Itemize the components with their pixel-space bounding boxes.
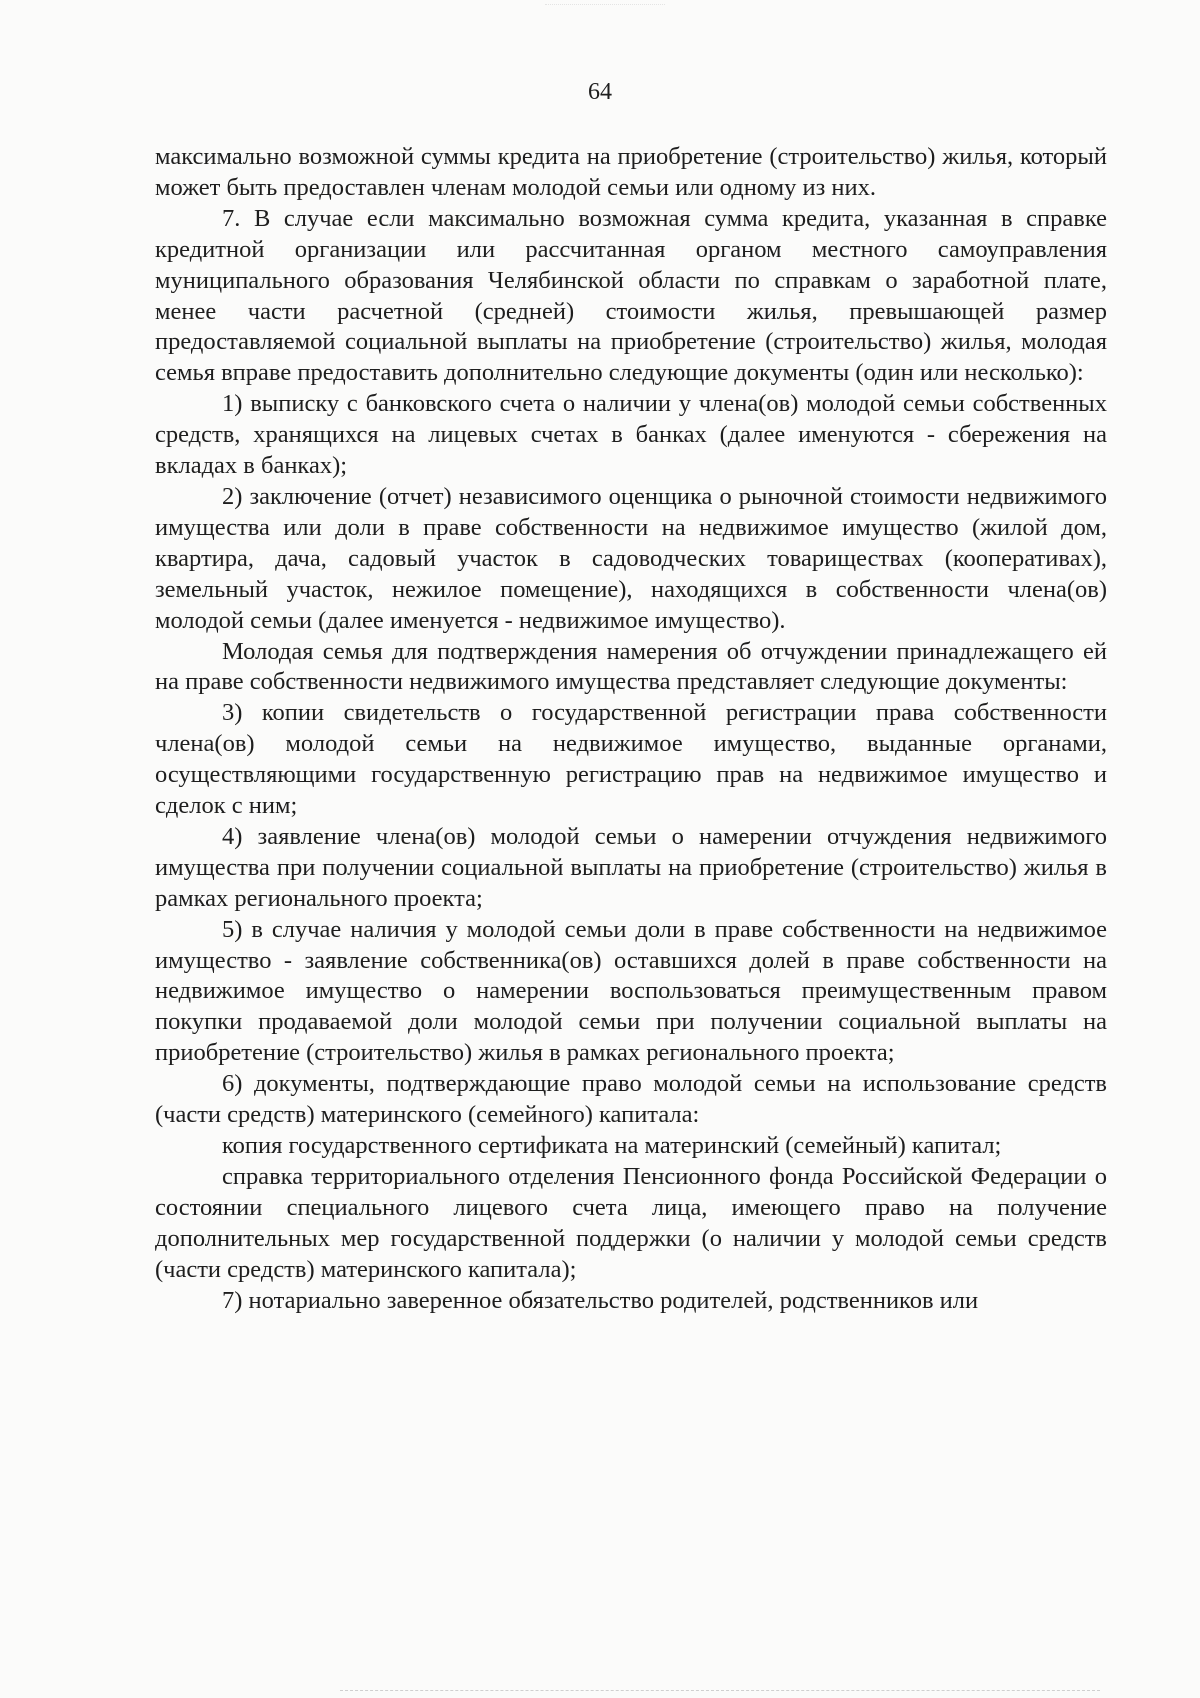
scan-artifact <box>545 4 665 11</box>
paragraph: копия государственного сертификата на материнский (семейный) капитал; <box>222 1132 1002 1159</box>
paragraph: 1) выписку с банковского счета о наличии у члена(ов) молодой семьи собственных средств, хранящихся на лицевых счетах в банках (далее именуются - сбережения на вкладах в банках); <box>155 390 1107 480</box>
paragraph: 7) нотариально заверенное обязательство родителей, родственников или <box>222 1286 979 1314</box>
paragraph: максимально возможной суммы кредита на приобретение (строительство) жилья, который может быть предоставлен членам молодой семьи или одному из них. <box>155 143 1107 201</box>
paragraph: 3) копии свидетельств о государственной регистрации права собственности члена(ов) молодой семьи на недвижимое имущество, выданные органами, осуществляющими государственную регистрацию прав на недвижимое имущество и сделок с ним; <box>155 699 1107 820</box>
paragraph: Молодая семья для подтверждения намерения об отчуждении принадлежащего ей на праве собственности недвижимого имущества представляет следующие документы: <box>155 637 1107 696</box>
document-body <box>155 142 1107 1316</box>
page-number: 64 <box>588 79 612 105</box>
paragraph: 2) заключение (отчет) независимого оценщика о рыночной стоимости недвижимого имущества или доли в праве собственности на недвижимое имущество (жилой дом, квартира, дача, садовый участок в садоводческих товариществах (кооперативах), земельный участок, нежилое помещение), находящихся в собственности члена(ов) молодой семьи (далее именуется - недвижимое имущество). <box>155 482 1107 634</box>
paragraph: 7. В случае если максимально возможная сумма кредита, указанная в справке кредитной организации или рассчитанная органом местного самоуправления муниципального образования Челябинской области по справкам о заработной плате, менее части расчетной (средней) стоимости жилья, превышающей размер предоставляемой социальной выплаты на приобретение (строительство) жилья, молодая семья вправе предоставить дополнительно следующие документы (один или несколько): <box>155 204 1107 387</box>
paragraph: 4) заявление члена(ов) молодой семьи о намерении отчуждения недвижимого имущества при получении социальной выплаты на приобретение (строительство) жилья в рамках регионального проекта; <box>155 822 1107 912</box>
paragraph: 5) в случае наличия у молодой семьи доли в праве собственности на недвижимое имущество - заявление собственника(ов) оставшихся долей в праве собственности на недвижимое имущество о намерении воспользоваться преимущественным правом покупки продаваемой доли молодой семьи при получении социальной выплаты на приобретение (строительство) жилья в рамках регионального проекта; <box>155 915 1107 1067</box>
paragraph: справка территориального отделения Пенсионного фонда Российской Федерации о состоянии специального лицевого счета лица, имеющего право на получение дополнительных мер государственной поддержки (о наличии у молодой семьи средств (части средств) материнского капитала); <box>155 1162 1107 1283</box>
paragraph: 6) документы, подтверждающие право молодой семьи на использование средств (части средств) материнского (семейного) капитала: <box>155 1070 1107 1129</box>
scan-artifact <box>340 1690 1100 1691</box>
